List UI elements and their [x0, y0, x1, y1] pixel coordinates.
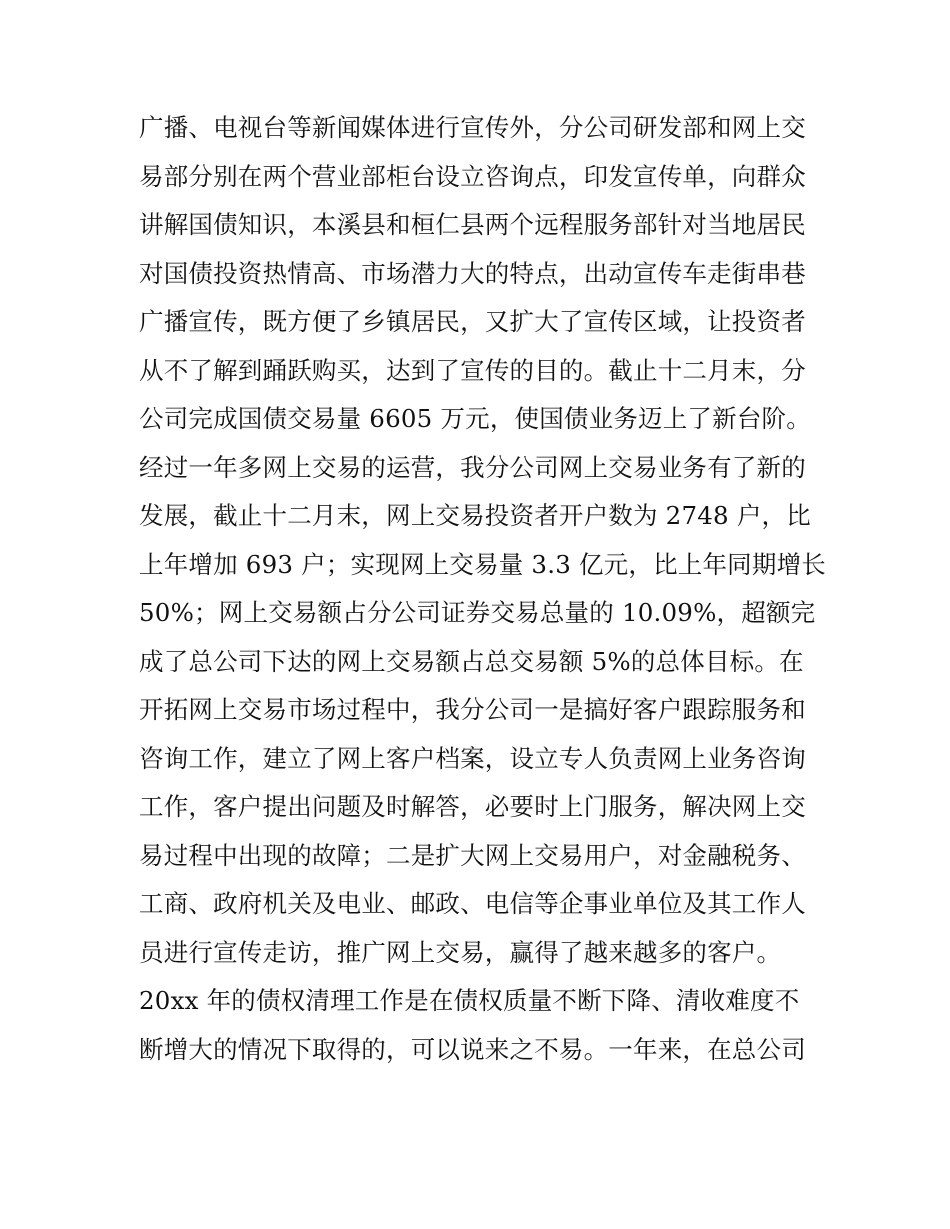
text-line: 成了总公司下达的网上交易额占总交易额 5%的总体目标。在	[139, 646, 804, 676]
text-line: 易部分别在两个营业部柜台设立咨询点，印发宣传单，向群众	[139, 161, 806, 191]
text-line: 发展，截止十二月末，网上交易投资者开户数为 2748 户，比	[139, 501, 811, 530]
text-line: 20xx 年的债权清理工作是在债权质量不断下降、清收难度不	[139, 986, 800, 1015]
text-line: 易过程中出现的故障；二是扩大网上交易用户，对金融税务、	[139, 840, 806, 870]
text-line: 广播宣传，既方便了乡镇居民，又扩大了宣传区域，让投资者	[139, 307, 806, 336]
body-text	[139, 104, 839, 1074]
text-line: 工商、政府机关及电业、邮政、电信等企事业单位及其工作人	[139, 889, 806, 918]
text-line: 员进行宣传走访，推广网上交易，赢得了越来越多的客户。	[139, 937, 782, 967]
text-line: 公司完成国债交易量 6605 万元，使国债业务迈上了新台阶。	[139, 404, 811, 433]
text-line: 咨询工作，建立了网上客户档案，设立专人负责网上业务咨询	[139, 743, 806, 773]
text-line: 广播、电视台等新闻媒体进行宣传外，分公司研发部和网上交	[139, 113, 806, 142]
text-line: 上年增加 693 户；实现网上交易量 3.3 亿元，比上年同期增长	[139, 549, 826, 579]
text-line: 断增大的情况下取得的，可以说来之不易。一年来，在总公司	[139, 1034, 806, 1064]
text-line: 讲解国债知识，本溪县和桓仁县两个远程服务部针对当地居民	[139, 210, 806, 239]
text-line: 50%；网上交易额占分公司证券交易总量的 10.09%，超额完	[139, 598, 816, 627]
text-line: 经过一年多网上交易的运营，我分公司网上交易业务有了新的	[139, 452, 806, 482]
text-line: 从不了解到踊跃购买，达到了宣传的目的。截止十二月末，分	[139, 355, 806, 385]
text-line: 工作，客户提出问题及时解答，必要时上门服务，解决网上交	[139, 792, 806, 821]
text-line: 开拓网上交易市场过程中，我分公司一是搞好客户跟踪服务和	[139, 695, 806, 724]
text-line: 对国债投资热情高、市场潜力大的特点，出动宣传车走街串巷	[139, 258, 806, 288]
